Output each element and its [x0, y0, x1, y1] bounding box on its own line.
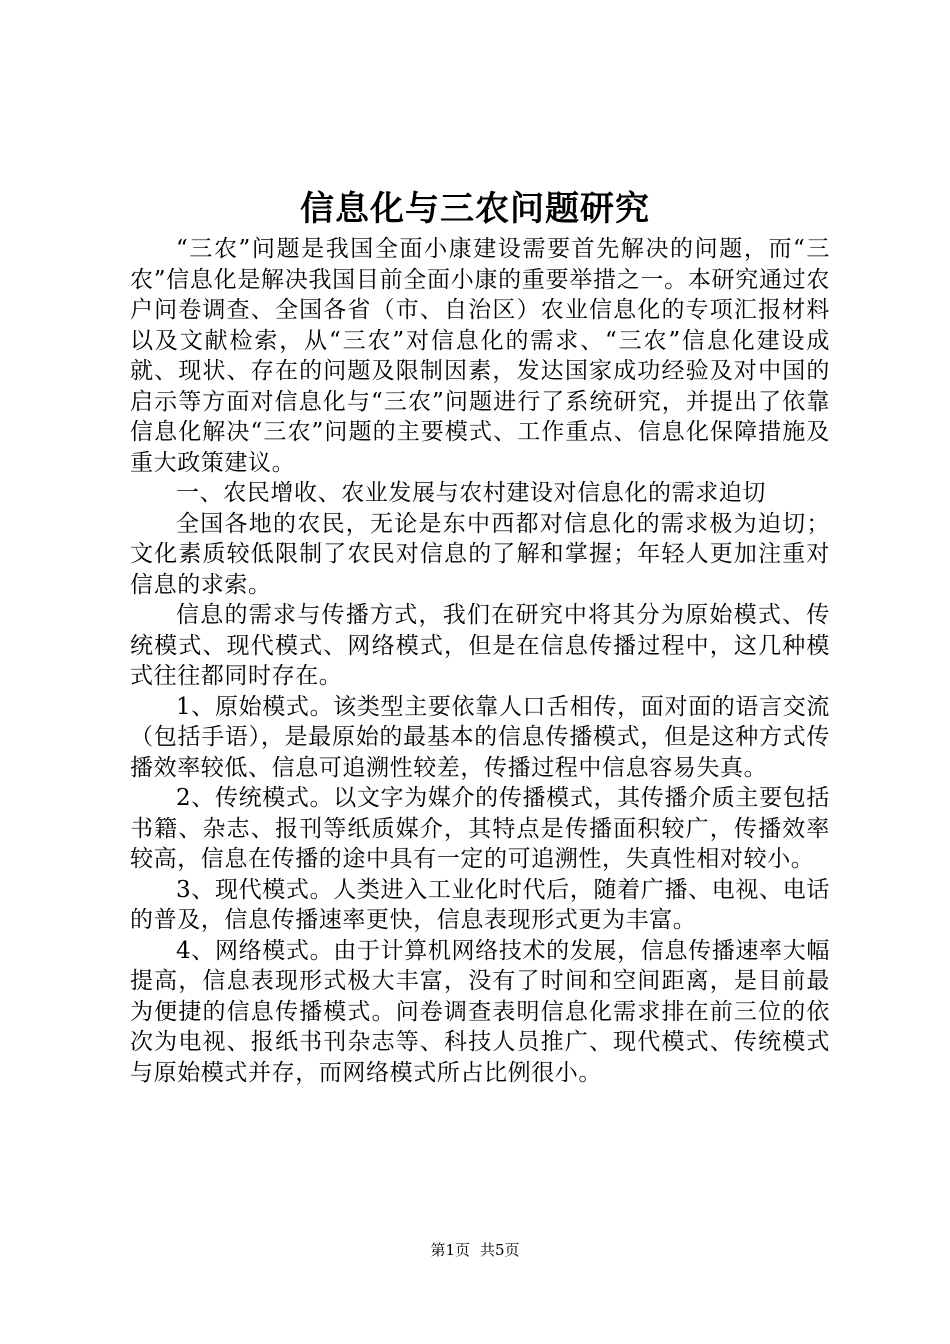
paragraph-modes-overview: 信息的需求与传播方式，我们在研究中将其分为原始模式、传统模式、现代模式、网络模式，但是在信息传播过程中，这几种模式往往都同时存在。	[130, 602, 830, 689]
paragraph-abstract: “三农”问题是我国全面小康建设需要首先解决的问题，而“三农”信息化是解决我国目前全面小康的重要举措之一。本研究通过农户问卷调查、全国各省（市、自治区）农业信息化的专项汇报材料以及文献检索，从“三农”对信息化的需求、“三农”信息化建设成就、现状、存在的问题及限制因素，发达国家成功经验及对中国的启示等方面对信息化与“三农”问题进行了系统研究，并提出了依靠信息化解决“三农”问题的主要模式、工作重点、信息化保障措施及重大政策建议。	[130, 236, 830, 476]
paragraph-farmers-demand: 全国各地的农民，无论是东中西都对信息化的需求极为迫切；文化素质较低限制了农民对信息的了解和掌握；年轻人更加注重对信息的求索。	[130, 510, 830, 598]
section-heading-1: 一、农民增收、农业发展与农村建设对信息化的需求迫切	[176, 480, 766, 506]
paragraph-network-mode: 4、网络模式。由于计算机网络技术的发展，信息传播速率大幅提高，信息表现形式极大丰富，没有了时间和空间距离，是目前最为便捷的信息传播模式。问卷调查表明信息化需求排在前三位的依次为电视、报纸书刊杂志等、科技人员推广、现代模式、传统模式与原始模式并存，而网络模式所占比例很小。	[130, 937, 830, 1086]
paragraph-modern-mode: 3、现代模式。人类进入工业化时代后，随着广播、电视、电话的普及，信息传播速率更快，信息表现形式更为丰富。	[130, 876, 830, 933]
paragraph-primitive-mode: 1、原始模式。该类型主要依靠人口舌相传，面对面的语言交流（包括手语），是最原始的最基本的信息传播模式，但是这种方式传播效率较低、信息可追溯性较差，传播过程中信息容易失真。	[130, 693, 830, 781]
page-total: 共5页	[480, 1241, 520, 1259]
document-title: 信息化与三农问题研究	[300, 189, 650, 229]
document-body	[130, 234, 830, 1088]
page-footer	[0, 1240, 950, 1260]
page-number: 第1页	[430, 1241, 470, 1259]
paragraph-traditional-mode: 2、传统模式。以文字为媒介的传播模式，其传播介质主要包括书籍、杂志、报刊等纸质媒介，其特点是传播面积较广，传播效率较高，信息在传播的途中具有一定的可追溯性，失真性相对较小。	[130, 785, 830, 872]
